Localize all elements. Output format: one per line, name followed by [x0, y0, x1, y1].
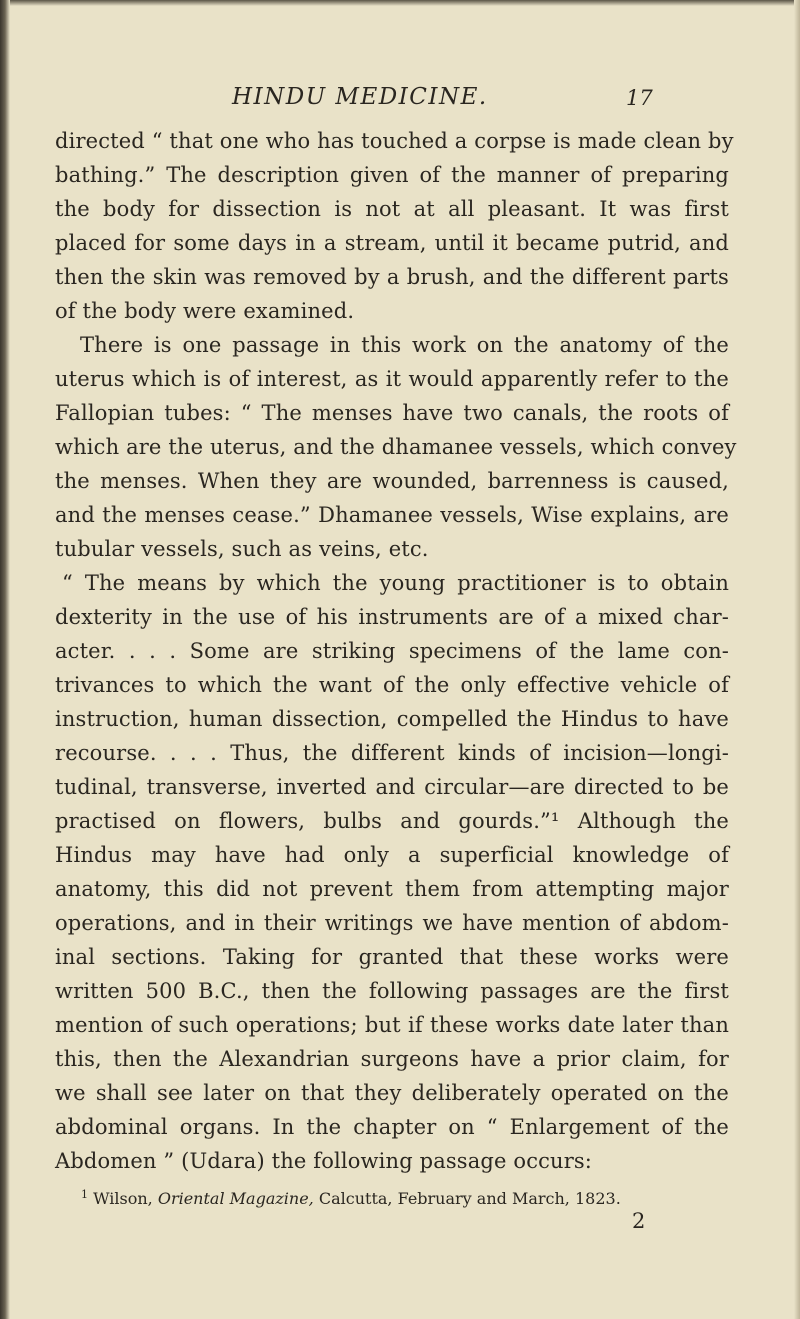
text-line: bathing.” The description given of the manner of preparing: [55, 163, 729, 187]
running-head: [0, 84, 800, 114]
text-line: tudinal, transverse, inverted and circular—are directed to be: [55, 775, 729, 799]
text-line: Hindus may have had only a superficial knowledge of: [55, 843, 729, 867]
text-line: acter. . . . Some are striking specimens of the lame con-: [55, 639, 729, 663]
page-edge-right: [794, 0, 800, 1319]
text-line: then the skin was removed by a brush, and the different parts: [55, 265, 729, 289]
footnote-marker: 1: [81, 1188, 88, 1201]
text-line: this, then the Alexandrian surgeons have a prior claim, for: [55, 1047, 729, 1071]
footnote-details: Calcutta, February and March, 1823.: [318, 1189, 621, 1208]
text-line: practised on flowers, bulbs and gourds.”¹ Although the: [55, 809, 729, 833]
text-line: Fallopian tubes: “ The menses have two canals, the roots of: [55, 401, 729, 425]
text-line: Abdomen ” (Udara) the following passage occurs:: [55, 1149, 593, 1173]
text-line: operations, and in their writings we have mention of abdom-: [55, 911, 729, 935]
running-title: HINDU MEDICINE.: [232, 84, 488, 110]
text-line: recourse. . . . Thus, the different kinds of incision—longi-: [55, 741, 729, 765]
text-line: anatomy, this did not prevent them from attempting major: [55, 877, 729, 901]
footnote-magazine: Oriental Magazine,: [157, 1189, 314, 1208]
text-line: There is one passage in this work on the anatomy of the: [80, 333, 729, 357]
signature-mark: 2: [632, 1209, 646, 1233]
text-line: which are the uterus, and the dhamanee vessels, which convey: [55, 435, 737, 459]
text-line: of the body were examined.: [55, 299, 355, 323]
text-line: the menses. When they are wounded, barrenness is caused,: [55, 469, 729, 493]
text-line: we shall see later on that they deliberately operated on the: [55, 1081, 729, 1105]
text-line: “ The means by which the young practitioner is to obtain: [62, 571, 729, 595]
footnote-author: Wilson,: [93, 1189, 153, 1208]
text-line: abdominal organs. In the chapter on “ Enlargement of the: [55, 1115, 729, 1139]
page-number: 17: [626, 86, 653, 110]
page-edge-left: [0, 0, 10, 1319]
text-line: placed for some days in a stream, until it became putrid, and: [55, 231, 729, 255]
page-edge-top: [0, 0, 800, 6]
text-line: written 500 B.C., then the following passages are the first: [55, 979, 729, 1003]
text-line: inal sections. Taking for granted that these works were: [55, 945, 729, 969]
text-line: instruction, human dissection, compelled the Hindus to have: [55, 707, 729, 731]
text-line: dexterity in the use of his instruments are of a mixed char-: [55, 605, 729, 629]
text-line: trivances to which the want of the only effective vehicle of: [55, 673, 729, 697]
text-line: the body for dissection is not at all pleasant. It was first: [55, 197, 729, 221]
text-line: mention of such operations; but if these works date later than: [55, 1013, 729, 1037]
footnote: [81, 1184, 621, 1210]
text-line: and the menses cease.” Dhamanee vessels, Wise explains, are: [55, 503, 729, 527]
text-line: uterus which is of interest, as it would apparently refer to the: [55, 367, 729, 391]
text-line: directed “ that one who has touched a corpse is made clean by: [55, 129, 734, 153]
text-line: tubular vessels, such as veins, etc.: [55, 537, 429, 561]
